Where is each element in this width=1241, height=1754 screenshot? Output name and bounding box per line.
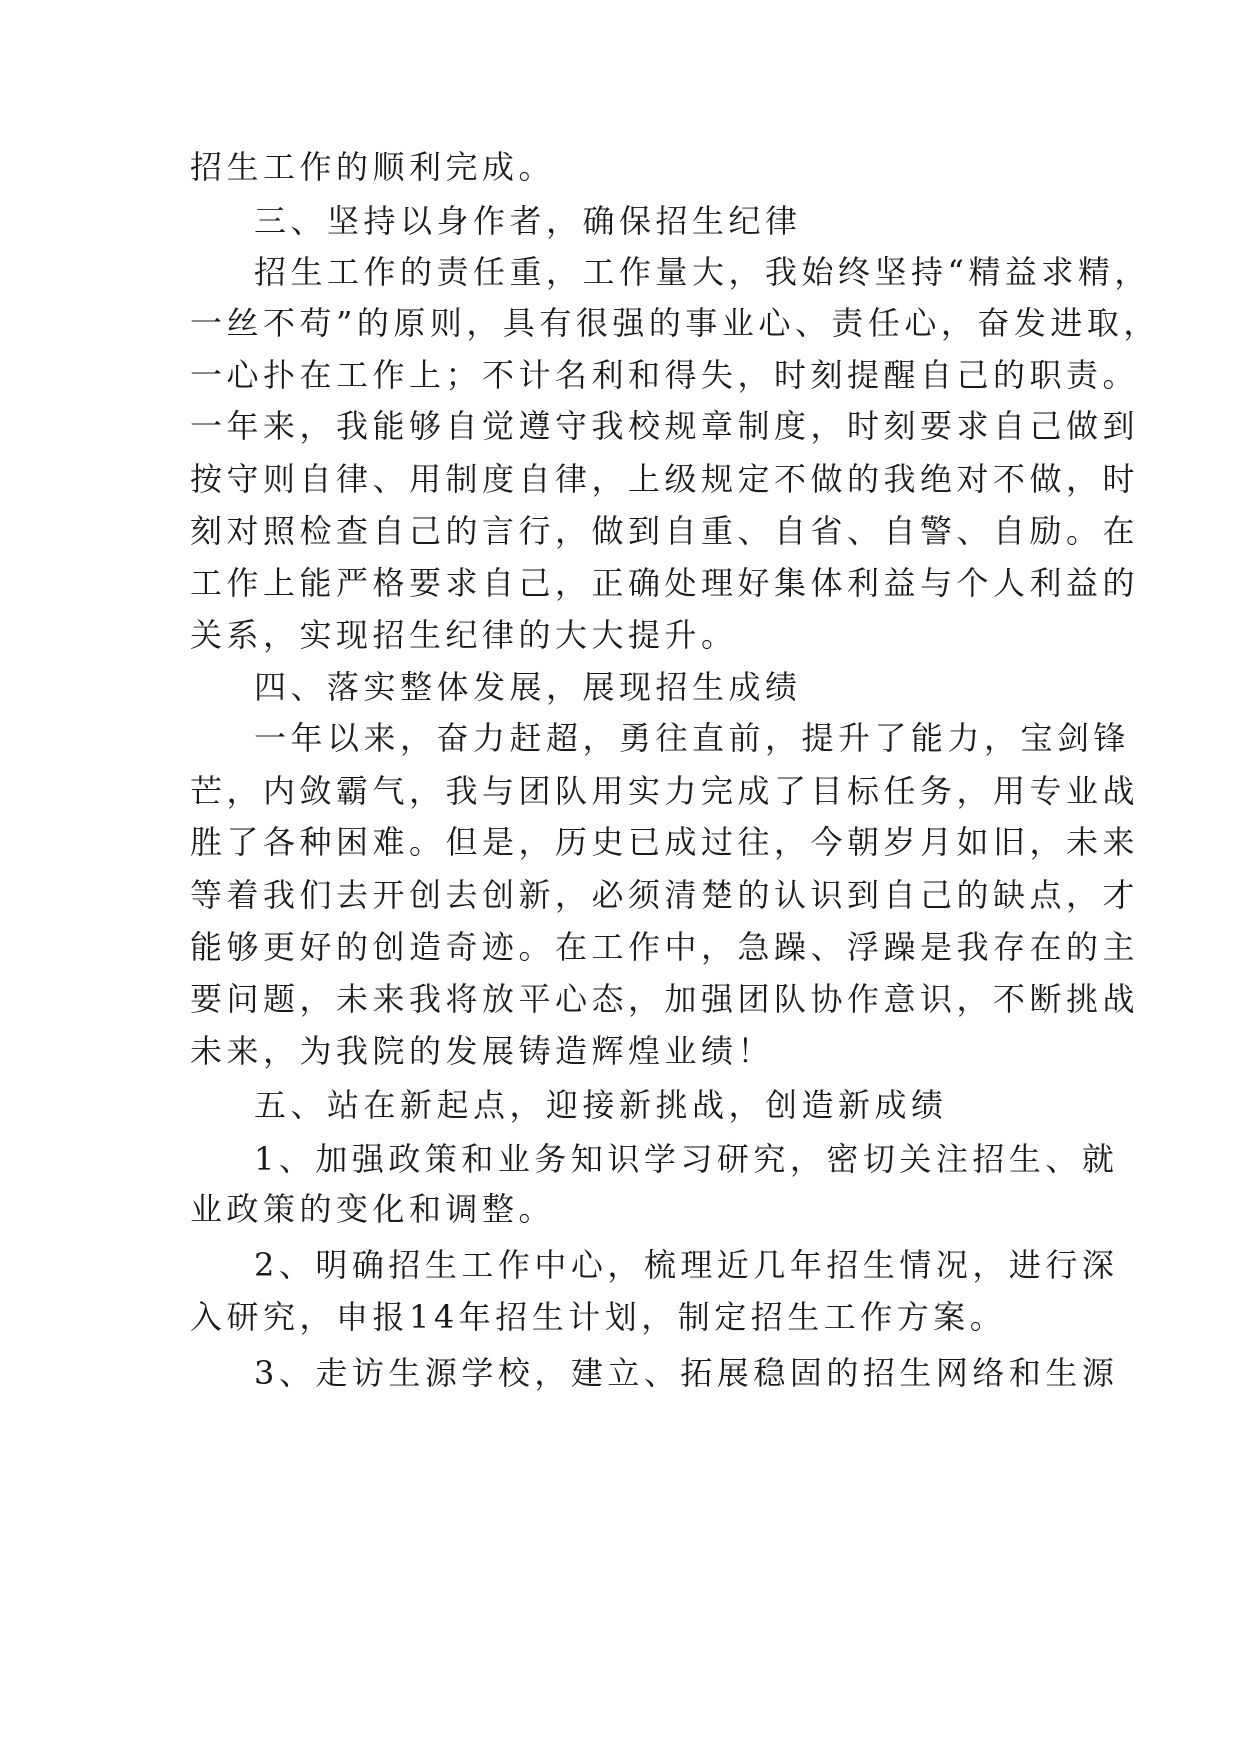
text-line: 一年以来，奋力赶超，勇往直前，提升了能力，宝剑锋 (254, 719, 1131, 757)
text-line: 胜了各种困难。但是，历史已成过往，今朝岁月如旧，未来 (190, 823, 1140, 861)
text-line: 招生工作的责任重，工作量大，我始终坚持“精益求精， (254, 253, 1151, 291)
text-line: 要问题，未来我将放平心态，加强团队协作意识，不断挑战 (190, 980, 1140, 1018)
section-heading: 五、站在新起点，迎接新挑战，创造新成绩 (254, 1086, 948, 1124)
section-heading: 四、落实整体发展，展现招生成绩 (254, 668, 802, 706)
text-line: 工作上能严格要求自己，正确处理好集体利益与个人利益的 (190, 564, 1140, 602)
text-line: 招生工作的顺利完成。 (190, 148, 556, 186)
text-line: 一年来，我能够自觉遵守我校规章制度，时刻要求自己做到 (190, 407, 1140, 445)
text-line: 一心扑在工作上；不计名利和得失，时刻提醒自己的职责。 (190, 356, 1140, 394)
text-line: 按守则自律、用制度自律，上级规定不做的我绝对不做，时 (190, 460, 1140, 498)
text-line: 芒，内敛霸气，我与团队用实力完成了目标任务，用专业战 (190, 772, 1140, 810)
list-item: 3、走访生源学校，建立、拓展稳固的招生网络和生源 (254, 1354, 1119, 1392)
text-line: 能够更好的创造奇迹。在工作中，急躁、浮躁是我存在的主 (190, 928, 1140, 966)
text-line: 等着我们去开创去创新，必须清楚的认识到自己的缺点，才 (190, 876, 1140, 914)
text-line: 关系，实现招生纪律的大大提升。 (190, 616, 738, 654)
text-line: 业政策的变化和调整。 (190, 1190, 556, 1228)
text-line: 一丝不苟”的原则，具有很强的事业心、责任心，奋发进取， (190, 304, 1160, 342)
text-line: 刻对照检查自己的言行，做到自重、自省、自警、自励。在 (190, 512, 1140, 550)
list-item: 1、加强政策和业务知识学习研究，密切关注招生、就 (254, 1140, 1119, 1178)
list-item: 2、明确招生工作中心，梳理近几年招生情况，进行深 (254, 1246, 1119, 1284)
text-line: 入研究，申报14年招生计划，制定招生工作方案。 (190, 1298, 1007, 1336)
text-line: 未来，为我院的发展铸造辉煌业绩！ (190, 1032, 775, 1070)
section-heading: 三、坚持以身作者，确保招生纪律 (254, 202, 802, 240)
